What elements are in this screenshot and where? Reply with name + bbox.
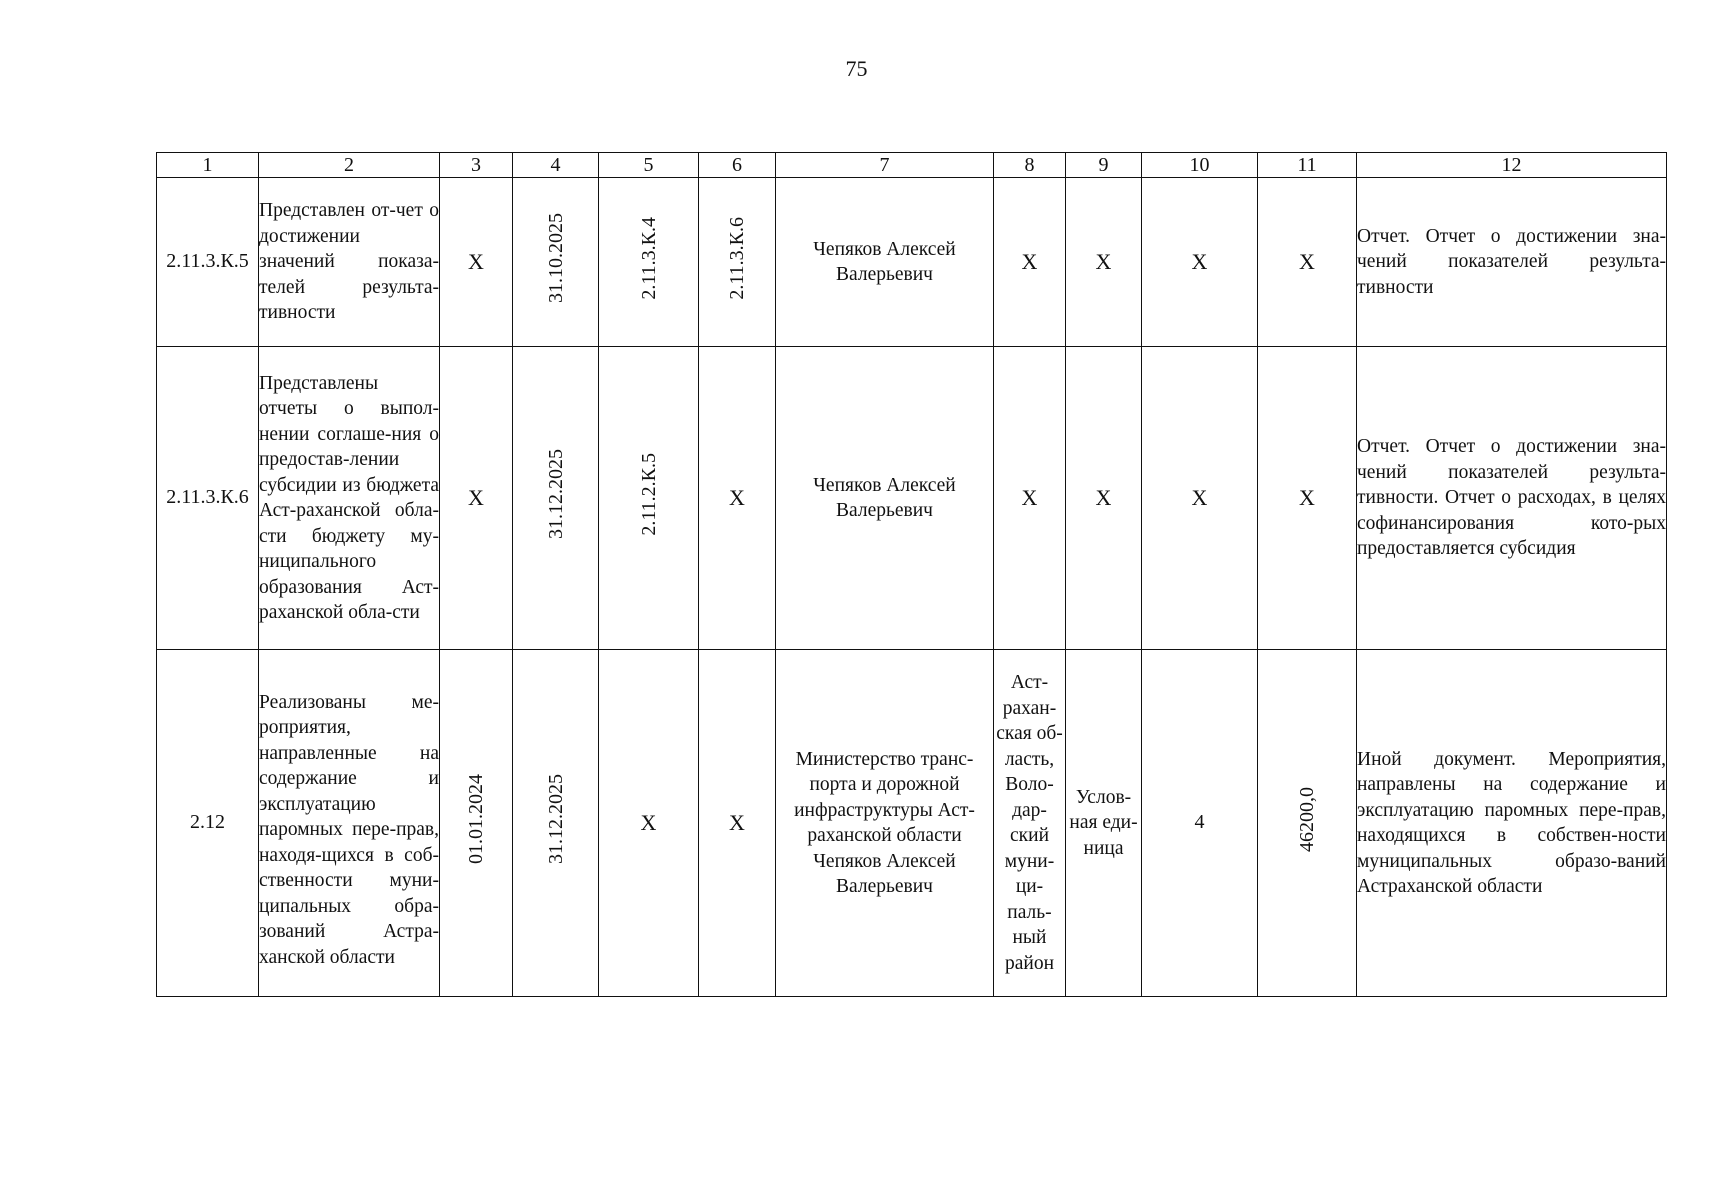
start-date: 01.01.2024 xyxy=(465,774,487,865)
header-row xyxy=(157,153,1667,178)
cell-col4 xyxy=(513,178,599,347)
predecessor-code: 2.11.2.К.5 xyxy=(637,452,660,536)
end-date: 31.10.2025 xyxy=(544,213,567,304)
column-header-10: 10 xyxy=(1142,153,1258,178)
column-header-2: 2 xyxy=(259,153,440,178)
responsible-person: Чепяков Алексей Валерьевич xyxy=(776,178,994,347)
column-header-6: 6 xyxy=(699,153,776,178)
cell-col8: Х xyxy=(994,347,1066,650)
document-type: Отчет. Отчет о достижении зна-чений показателей результа-тивности. Отчет о расходах, в целях софинансирования кото-рых предоставляется субсидия xyxy=(1357,347,1667,650)
end-date: 31.12.2025 xyxy=(544,449,567,540)
indicator-value: 4 xyxy=(1142,650,1258,997)
cell-col10: Х xyxy=(1142,347,1258,650)
cell-col5: Х xyxy=(599,650,699,997)
cell-col4 xyxy=(513,650,599,997)
cell-col3: Х xyxy=(440,178,513,347)
funding-amount: 46200,0 xyxy=(1296,786,1318,852)
document-type: Отчет. Отчет о достижении зна-чений показателей результа-тивности xyxy=(1357,178,1667,347)
data-table xyxy=(156,152,1667,997)
cell-col9: Х xyxy=(1066,178,1142,347)
cell-col5 xyxy=(599,347,699,650)
end-date: 31.12.2025 xyxy=(544,774,567,865)
table-row xyxy=(157,347,1667,650)
responsible-person: Министерство транс-порта и дорожной инфраструктуры Аст-раханской области Чепяков Алексей Валерьевич xyxy=(776,650,994,997)
column-header-1: 1 xyxy=(157,153,259,178)
column-header-11: 11 xyxy=(1258,153,1357,178)
cell-col6 xyxy=(699,178,776,347)
column-header-12: 12 xyxy=(1357,153,1667,178)
cell-col6: Х xyxy=(699,347,776,650)
unit-of-measure: Услов-ная еди-ница xyxy=(1066,650,1142,997)
predecessor-code: 2.11.3.К.4 xyxy=(637,216,660,300)
cell-col3: Х xyxy=(440,347,513,650)
row-description: Представлен от-чет о достижении значений показа-телей результа-тивности xyxy=(259,178,440,347)
row-description: Реализованы ме-роприятия, направленные на содержание и эксплуатацию паромных пере-прав, находя-щихся в соб-ственности муни-ципальных обра-зований Астра-ханской области xyxy=(259,650,440,997)
table-row xyxy=(157,178,1667,347)
cell-col11: Х xyxy=(1258,347,1357,650)
row-description: Представлены отчеты о выпол-нении соглаше-ния о предостав-лении субсидии из бюджета Аст-раханской обла-сти бюджету му-ниципального образования Аст-раханской обла-сти xyxy=(259,347,440,650)
cell-col3 xyxy=(440,650,513,997)
column-header-9: 9 xyxy=(1066,153,1142,178)
cell-col6: Х xyxy=(699,650,776,997)
column-header-5: 5 xyxy=(599,153,699,178)
row-code: 2.11.3.К.5 xyxy=(157,178,259,347)
territory: Аст-рахан-ская об-ласть, Воло-дар-ский муни-ци-паль-ный район xyxy=(994,650,1066,997)
column-header-8: 8 xyxy=(994,153,1066,178)
row-code: 2.12 xyxy=(157,650,259,997)
cell-col11 xyxy=(1258,650,1357,997)
successor-code: 2.11.3.К.6 xyxy=(726,216,748,300)
cell-col10: Х xyxy=(1142,178,1258,347)
column-header-7: 7 xyxy=(776,153,994,178)
responsible-person: Чепяков Алексей Валерьевич xyxy=(776,347,994,650)
column-header-4: 4 xyxy=(513,153,599,178)
cell-col11: Х xyxy=(1258,178,1357,347)
cell-col4 xyxy=(513,347,599,650)
row-code: 2.11.3.К.6 xyxy=(157,347,259,650)
document-type: Иной документ. Мероприятия, направлены на содержание и эксплуатацию паромных пере-прав, находящихся в собствен-ности муниципальных образо-ваний Астраханской области xyxy=(1357,650,1667,997)
cell-col8: Х xyxy=(994,178,1066,347)
cell-col9: Х xyxy=(1066,347,1142,650)
cell-col5 xyxy=(599,178,699,347)
column-header-3: 3 xyxy=(440,153,513,178)
table-row xyxy=(157,650,1667,997)
page-number: 75 xyxy=(845,56,868,81)
